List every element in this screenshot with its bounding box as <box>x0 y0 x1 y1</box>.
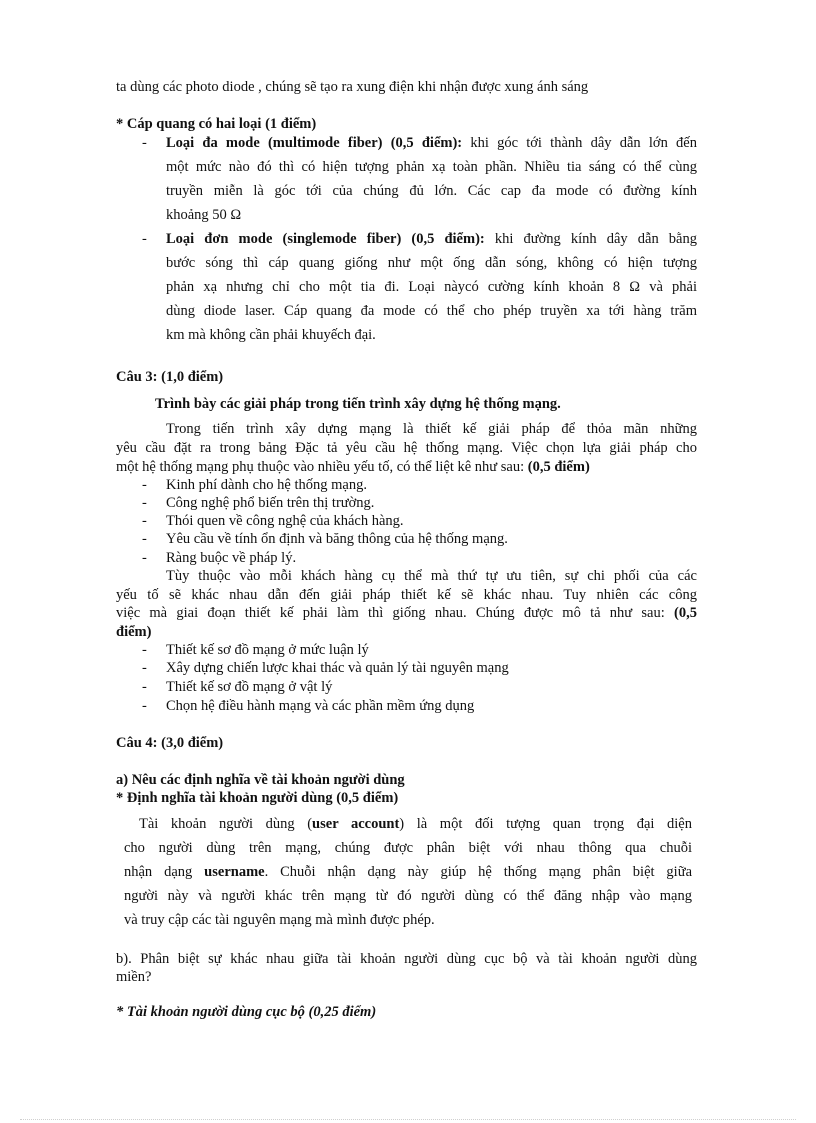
bullet-dash: - <box>142 642 147 658</box>
def-line-3 <box>124 863 692 881</box>
bullet-dash: - <box>142 531 147 547</box>
bullet-dash: - <box>142 495 147 511</box>
bullet-dash: - <box>142 679 147 695</box>
factor-item: Yêu cầu về tính ổn định và băng thông của hệ thống mạng. <box>166 531 508 547</box>
q4-def-heading: * Định nghĩa tài khoản người dùng (0,5 điểm) <box>116 790 399 806</box>
q3-heading: Câu 3: (1,0 điểm) <box>116 369 224 385</box>
def-line-2: cho người dùng trên mạng, chúng được phân biệt với nhau thông qua chuỗi <box>124 840 692 856</box>
def-text: Tài khoản người dùng ( <box>139 816 313 832</box>
def-text: ) là một đối tượng quan trọng đại diện <box>399 816 692 832</box>
def-term-username: username <box>204 864 265 880</box>
local-account-heading: * Tài khoản người dùng cục bộ (0,25 điểm) <box>116 1004 377 1020</box>
def-text: . Chuỗi nhận dạng này giúp hệ thống mạng phân biệt giữa <box>264 864 693 880</box>
multimode-label: Loại đa mode (multimode fiber) (0,5 điểm): <box>166 135 463 151</box>
singlemode-text: khi đường kính dây dẫn bằng <box>484 231 697 247</box>
singlemode-line-4: dùng diode laser. Cáp quang đa mode có thể cho phép truyền xa tới hàng trăm <box>166 303 697 319</box>
q4-a-heading: a) Nêu các định nghĩa về tài khoản người dùng <box>116 772 405 788</box>
singlemode-line-3: phản xạ nhưng chỉ cho một tia đi. Loại nàycó cường kính khoản 8 Ω và phải <box>166 279 697 295</box>
fiber-heading: * Cáp quang có hai loại (1 điểm) <box>116 116 317 132</box>
factor-item: Ràng buộc về pháp lý. <box>166 550 297 566</box>
bullet-dash: - <box>142 135 147 151</box>
def-line-4: người này và người khác trên mạng từ đó người dùng có thể đăng nhập vào mạng <box>124 888 692 904</box>
singlemode-line-2: bước sóng thì cáp quang giống như một ống dẫn sóng, không có hiện tượng <box>166 255 697 271</box>
q3-p1-line-3 <box>116 458 590 476</box>
singlemode-line-5: km mà không cần phải khuyếch đại. <box>166 327 376 343</box>
page-bottom-rule <box>20 1119 796 1120</box>
q3-p2-line-3 <box>116 604 697 622</box>
bullet-dash: - <box>142 550 147 566</box>
def-term-user-account: user account <box>312 816 400 832</box>
q3-p1-line-2: yêu cầu đặt ra trong bảng Đặc tả yêu cầu hệ thống mạng. Việc chọn lựa giải pháp cho <box>116 440 697 456</box>
singlemode-line-1 <box>166 230 697 248</box>
q3-p2-line-1: Tùy thuộc vào mỗi khách hàng cụ thể mà thứ tự ưu tiên, sự chi phối của các <box>166 568 697 584</box>
q3-title: Trình bày các giải pháp trong tiến trình xây dựng hệ thống mạng. <box>155 396 561 412</box>
factor-item: Kinh phí dành cho hệ thống mạng. <box>166 477 367 493</box>
multimode-line-4: khoảng 50 Ω <box>166 207 242 223</box>
step-item: Xây dựng chiến lược khai thác và quản lý tài nguyên mạng <box>166 660 509 676</box>
q3-p1-points: (0,5 điểm) <box>527 459 590 475</box>
def-line-1 <box>139 815 692 833</box>
def-line-5: và truy cập các tài nguyên mạng mà mình được phép. <box>124 912 435 928</box>
q4-b-line-2: miền? <box>116 969 152 985</box>
def-text: nhận dạng <box>124 864 205 880</box>
q3-p2-text: việc mà giai đoạn thiết kế phải làm thì giống nhau. Chúng được mô tả như sau: <box>116 605 675 621</box>
q3-p2-points-cont: điểm) <box>116 624 152 640</box>
step-item: Thiết kế sơ đồ mạng ở vật lý <box>166 679 333 695</box>
bullet-dash: - <box>142 513 147 529</box>
multimode-line-2: một mức nào đó thì có hiện tượng phản xạ toàn phần. Nhiều tia sáng có thể cùng <box>166 159 697 175</box>
singlemode-label: Loại đơn mode (singlemode fiber) (0,5 điểm): <box>166 231 485 247</box>
q3-p2-line-2: yếu tố sẽ khác nhau dẫn đến giải pháp thiết kế sẽ khác nhau. Tuy nhiên các công <box>116 587 697 603</box>
multimode-text: khi góc tới thành dây dẫn lớn đến <box>462 135 697 151</box>
bullet-dash: - <box>142 231 147 247</box>
factor-item: Công nghệ phổ biến trên thị trường. <box>166 495 375 511</box>
q4-heading: Câu 4: (3,0 điểm) <box>116 735 224 751</box>
step-item: Thiết kế sơ đồ mạng ở mức luận lý <box>166 642 369 658</box>
multimode-line-1 <box>166 134 697 152</box>
q3-p1-line-1: Trong tiến trình xây dựng mạng là thiết kế giải pháp để thỏa mãn những <box>166 421 697 437</box>
q3-p2-points: (0,5 <box>674 605 697 621</box>
intro-line: ta dùng các photo diode , chúng sẽ tạo ra xung điện khi nhận được xung ánh sáng <box>116 79 589 95</box>
bullet-dash: - <box>142 698 147 714</box>
step-item: Chọn hệ điều hành mạng và các phần mềm ứng dụng <box>166 698 475 714</box>
multimode-line-3: truyền miễn là góc tới của chúng đủ lớn. Các cap đa mode có đường kính <box>166 183 697 199</box>
q3-p1-text: một hệ thống mạng phụ thuộc vào nhiều yếu tố, có thể liệt kê như sau: <box>116 459 528 475</box>
factor-item: Thói quen về công nghệ của khách hàng. <box>166 513 404 529</box>
q4-b-line-1: b). Phân biệt sự khác nhau giữa tài khoản người dùng cục bộ và tài khoản người dùng <box>116 951 697 967</box>
bullet-dash: - <box>142 660 147 676</box>
bullet-dash: - <box>142 477 147 493</box>
